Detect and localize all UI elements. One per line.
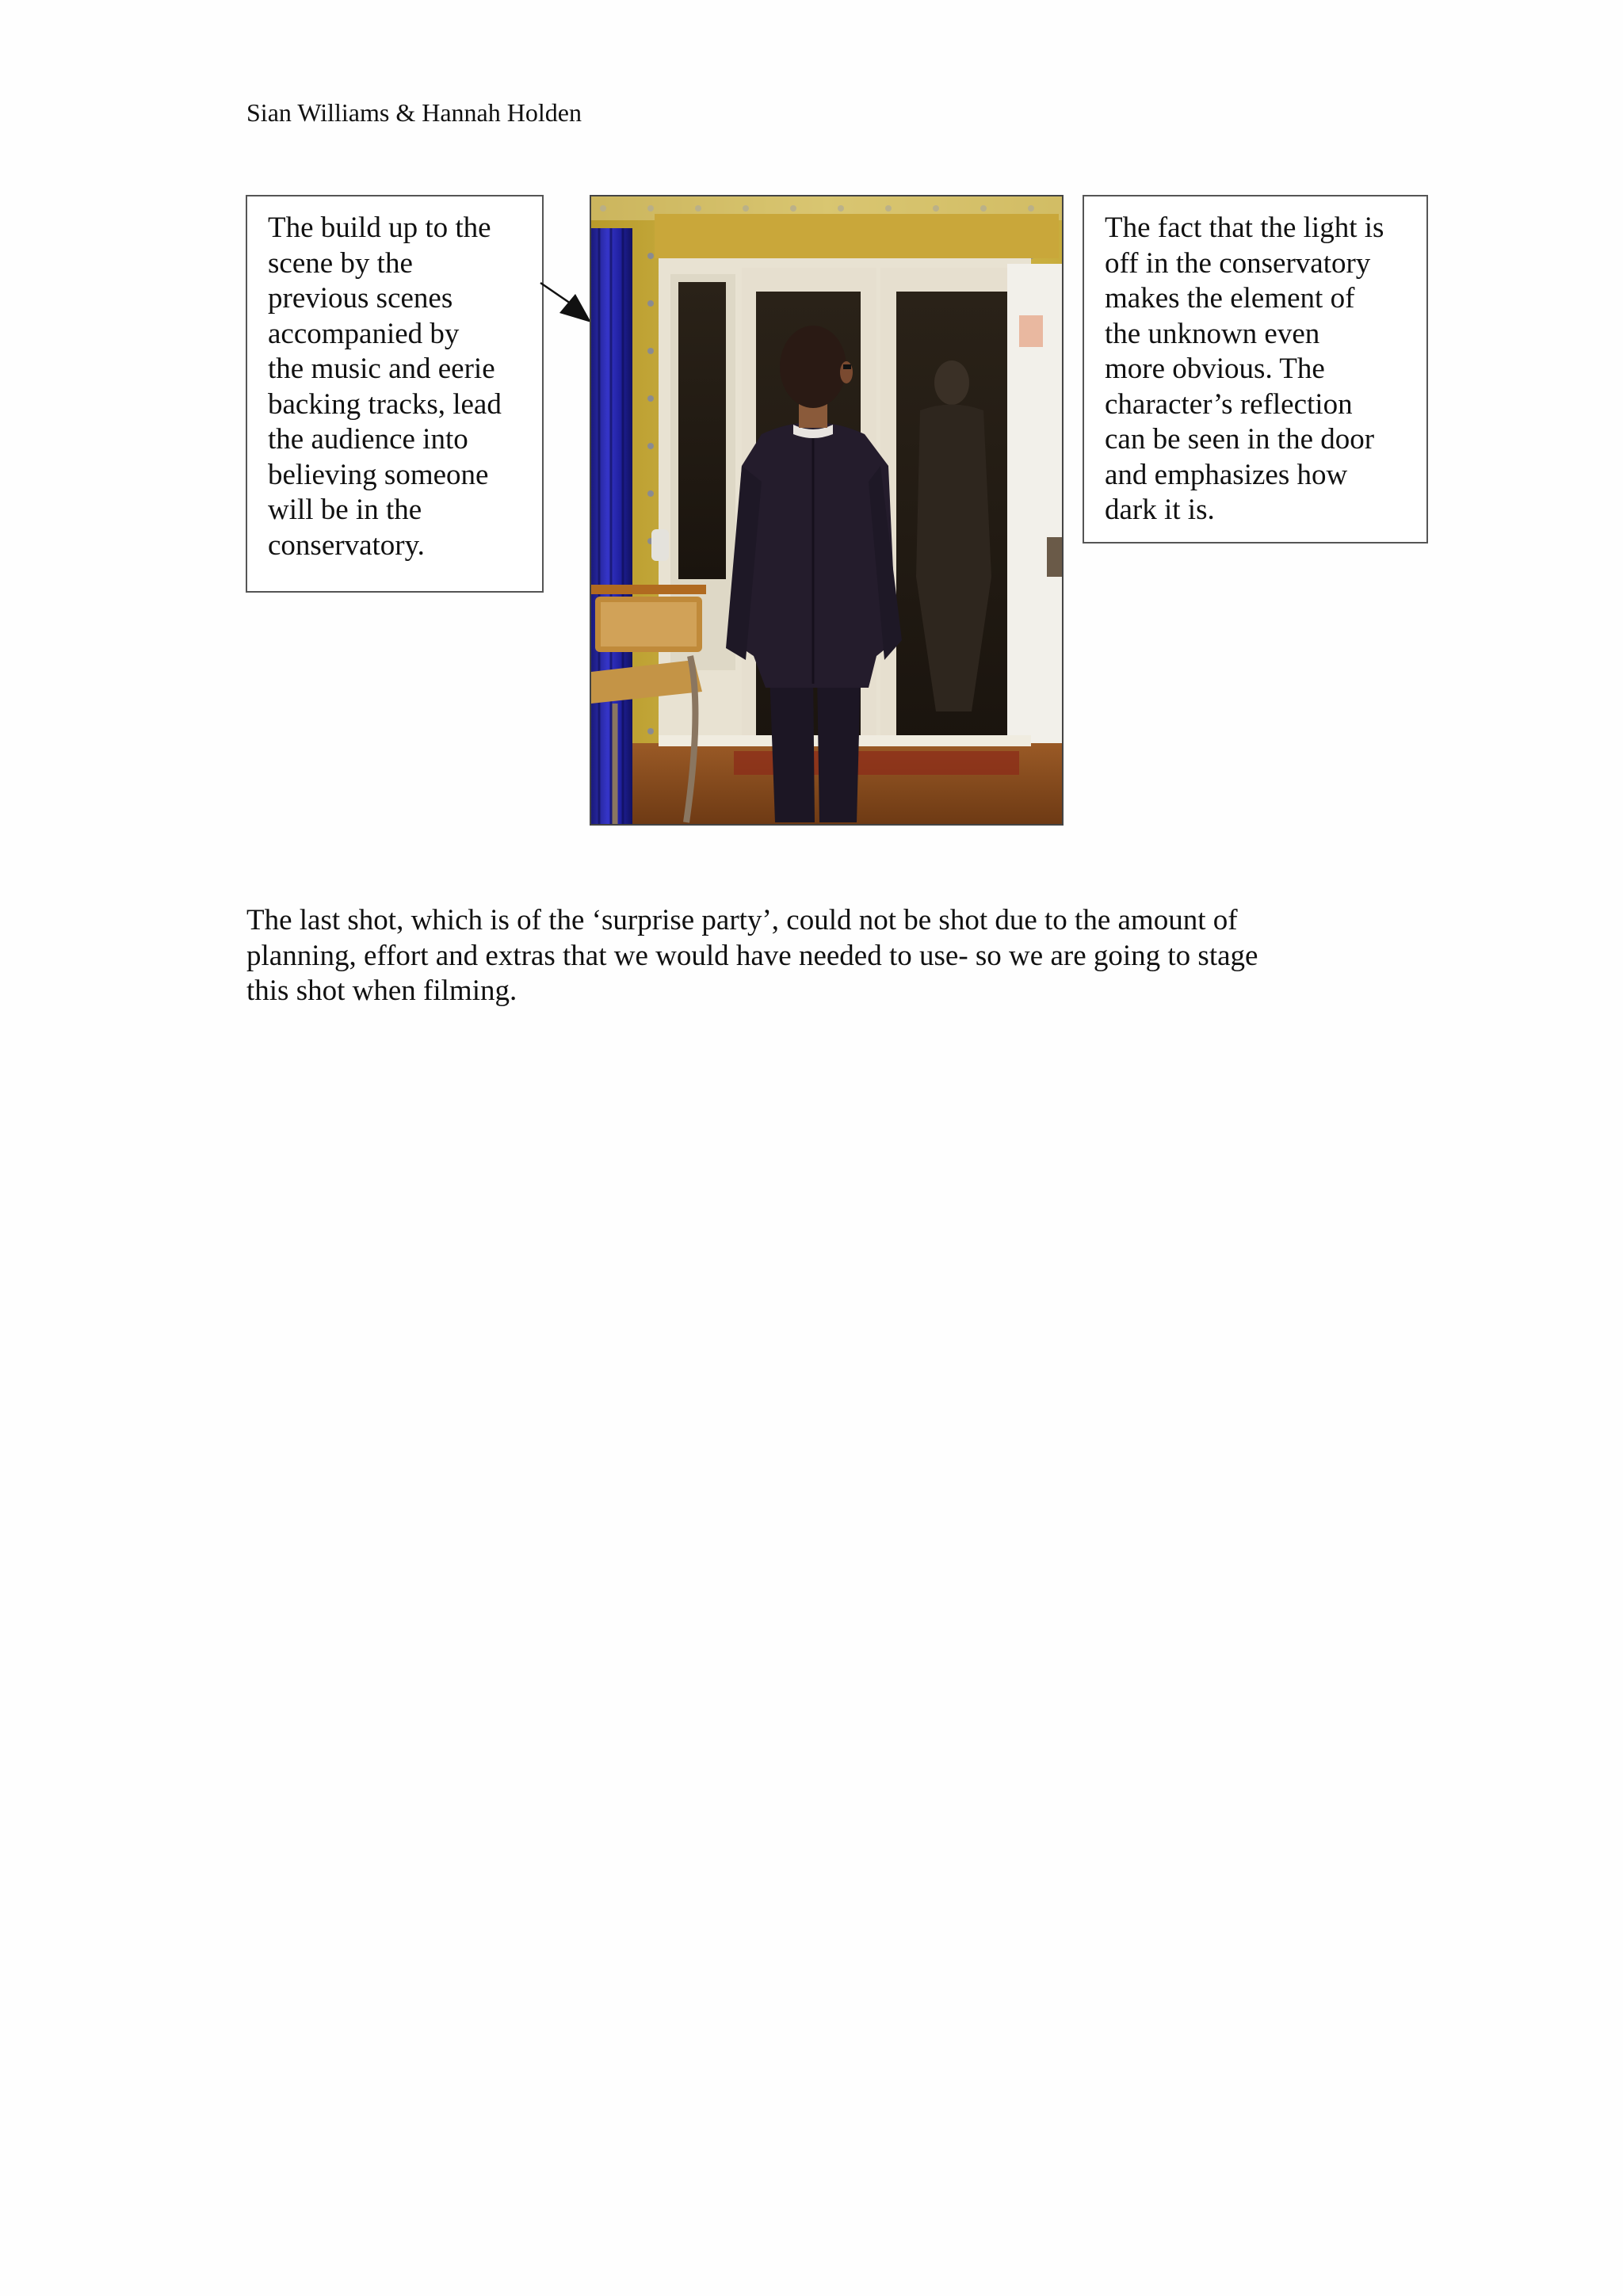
body-line: The last shot, which is of the ‘surprise party’, could not be shot due to the amount of: [246, 904, 1238, 936]
callout-line: off in the conservatory: [1105, 246, 1371, 280]
document-header-authors: Sian Williams & Hannah Holden: [246, 98, 582, 127]
photo-man-at-conservatory-door: [591, 196, 1062, 824]
callout-line: conservatory.: [268, 528, 425, 562]
callout-line: dark it is.: [1105, 494, 1215, 526]
callout-line: character’s reflection: [1105, 387, 1353, 421]
callout-line: and emphasizes how: [1105, 458, 1348, 491]
callout-line: the unknown even: [1105, 317, 1320, 350]
callout-line: the music and eerie: [268, 353, 495, 385]
callout-line: makes the element of: [1105, 282, 1355, 315]
callout-line: The build up to the: [268, 212, 491, 244]
callout-box-light-off: [1083, 195, 1428, 543]
callout-line: can be seen in the door: [1105, 423, 1375, 456]
callout-line: believing someone: [268, 458, 489, 491]
callout-line: the audience into: [268, 423, 468, 456]
callout-line: will be in the: [268, 494, 422, 526]
body-paragraph: [246, 903, 1403, 1009]
callout-line: backing tracks, lead: [268, 387, 502, 421]
callout-line: scene by the: [268, 246, 413, 280]
callout-box-build-up: [246, 195, 544, 593]
callout-line: more obvious. The: [1105, 353, 1325, 385]
body-line: planning, effort and extras that we would have needed to use- so we are going to stage: [246, 939, 1258, 972]
callout-line: previous scenes: [268, 282, 453, 315]
callout-line: The fact that the light is: [1105, 212, 1384, 244]
callout-line: accompanied by: [268, 317, 460, 350]
callout-arrow-icon: [539, 281, 594, 326]
body-line: this shot when filming.: [246, 974, 517, 1007]
scene-photo: [590, 195, 1064, 826]
